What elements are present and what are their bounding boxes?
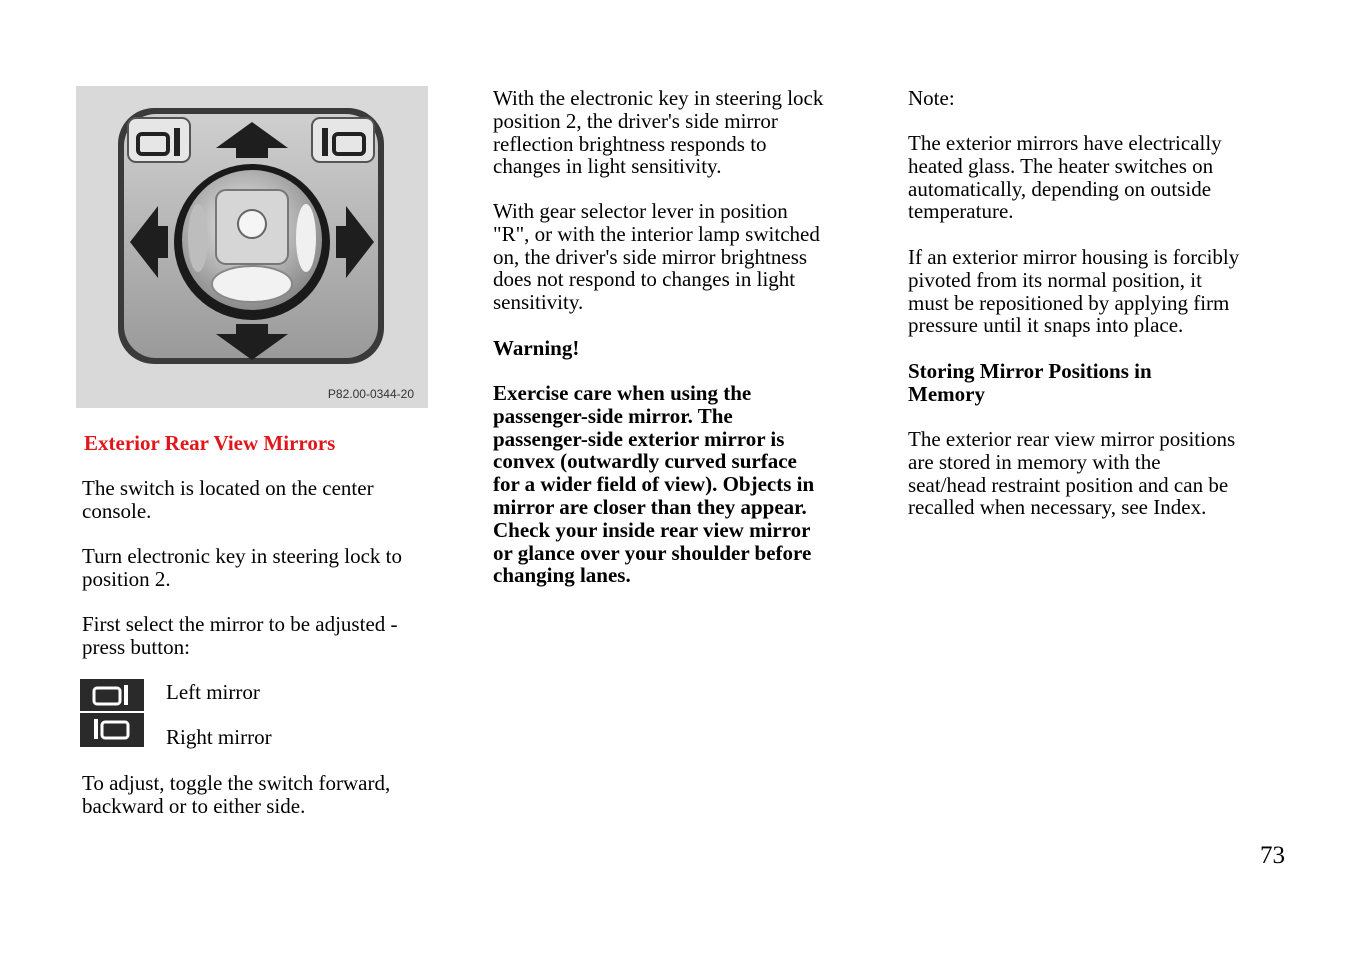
page-number: 73	[1260, 842, 1285, 869]
col2-paragraph-1	[493, 87, 823, 178]
warning-title: Warning!	[493, 336, 580, 360]
left-mirror-button-icon	[80, 679, 144, 711]
left-mirror-label: Left mirror	[166, 680, 260, 704]
text-line: reflection brightness responds to	[493, 131, 767, 156]
text-line: Exercise care when using the	[493, 381, 752, 405]
text-line: automatically, depending on outside	[908, 176, 1212, 201]
col3-paragraph-3	[908, 428, 1235, 519]
text-line: position 2, the driver's side mirror	[493, 108, 778, 133]
section-heading: Exterior Rear View Mirrors	[84, 431, 336, 455]
text-line: Storing Mirror Positions in	[908, 359, 1152, 383]
text-line: If an exterior mirror housing is forcibly	[908, 245, 1240, 269]
col3-paragraph-2	[908, 246, 1239, 337]
text-line: changing lanes.	[493, 563, 631, 588]
text-line: recalled when necessary, see Index.	[908, 495, 1207, 520]
text-line: changes in light sensitivity.	[493, 154, 722, 179]
text-line: Check your inside rear view mirror	[493, 517, 811, 542]
col1-line: To adjust, toggle the switch forward,	[82, 771, 391, 795]
text-line: or glance over your shoulder before	[493, 540, 812, 565]
text-line: With gear selector lever in position	[493, 199, 788, 223]
text-line: for a wider field of view). Objects in	[493, 472, 815, 497]
text-line: passenger-side exterior mirror is	[493, 426, 785, 451]
text-line: The exterior mirrors have electrically	[908, 131, 1222, 155]
text-line: passenger-side mirror. The	[493, 403, 733, 428]
text-line: pivoted from its normal position, it	[908, 267, 1202, 292]
text-line: convex (outwardly curved surface	[493, 449, 797, 474]
text-line: heated glass. The heater switches on	[908, 153, 1214, 178]
col1-line: position 2.	[82, 567, 171, 591]
col1-line: Turn electronic key in steering lock to	[82, 544, 402, 568]
text-line: The exterior rear view mirror positions	[908, 427, 1236, 451]
left-mirror-button-icon	[128, 118, 190, 162]
right-mirror-button-icon	[312, 118, 374, 162]
text-line: sensitivity.	[493, 290, 584, 315]
col1-line: backward or to either side.	[82, 794, 306, 818]
text-line: Memory	[908, 381, 985, 406]
text-line: seat/head restraint position and can be	[908, 472, 1229, 497]
text-line: must be repositioned by applying firm	[908, 290, 1230, 315]
note-label: Note:	[908, 86, 955, 110]
mirror-switch-figure	[76, 86, 428, 408]
text-line: does not respond to changes in light	[493, 267, 796, 292]
right-mirror-label: Right mirror	[166, 725, 272, 749]
col1-line: First select the mirror to be adjusted -	[82, 612, 398, 636]
col2-paragraph-2	[493, 200, 820, 314]
text-line: "R", or with the interior lamp switched	[493, 221, 820, 246]
col3-paragraph-1	[908, 132, 1222, 223]
col1-line: console.	[82, 499, 152, 523]
warning-text	[493, 382, 814, 587]
center-knob-icon	[174, 164, 330, 320]
col1-line: press button:	[82, 635, 190, 659]
right-mirror-button-icon	[80, 713, 144, 747]
text-line: temperature.	[908, 199, 1014, 224]
figure-code: P82.00-0344-20	[327, 387, 414, 401]
col1-line: The switch is located on the center	[82, 476, 374, 500]
text-line: are stored in memory with the	[908, 449, 1161, 474]
text-line: on, the driver's side mirror brightness	[493, 244, 808, 269]
text-line: pressure until it snaps into place.	[908, 313, 1184, 338]
mirror-switch-illustration	[76, 86, 428, 408]
text-line: With the electronic key in steering lock	[493, 86, 824, 110]
memory-heading	[908, 360, 1152, 406]
text-line: mirror are closer than they appear.	[493, 494, 807, 519]
